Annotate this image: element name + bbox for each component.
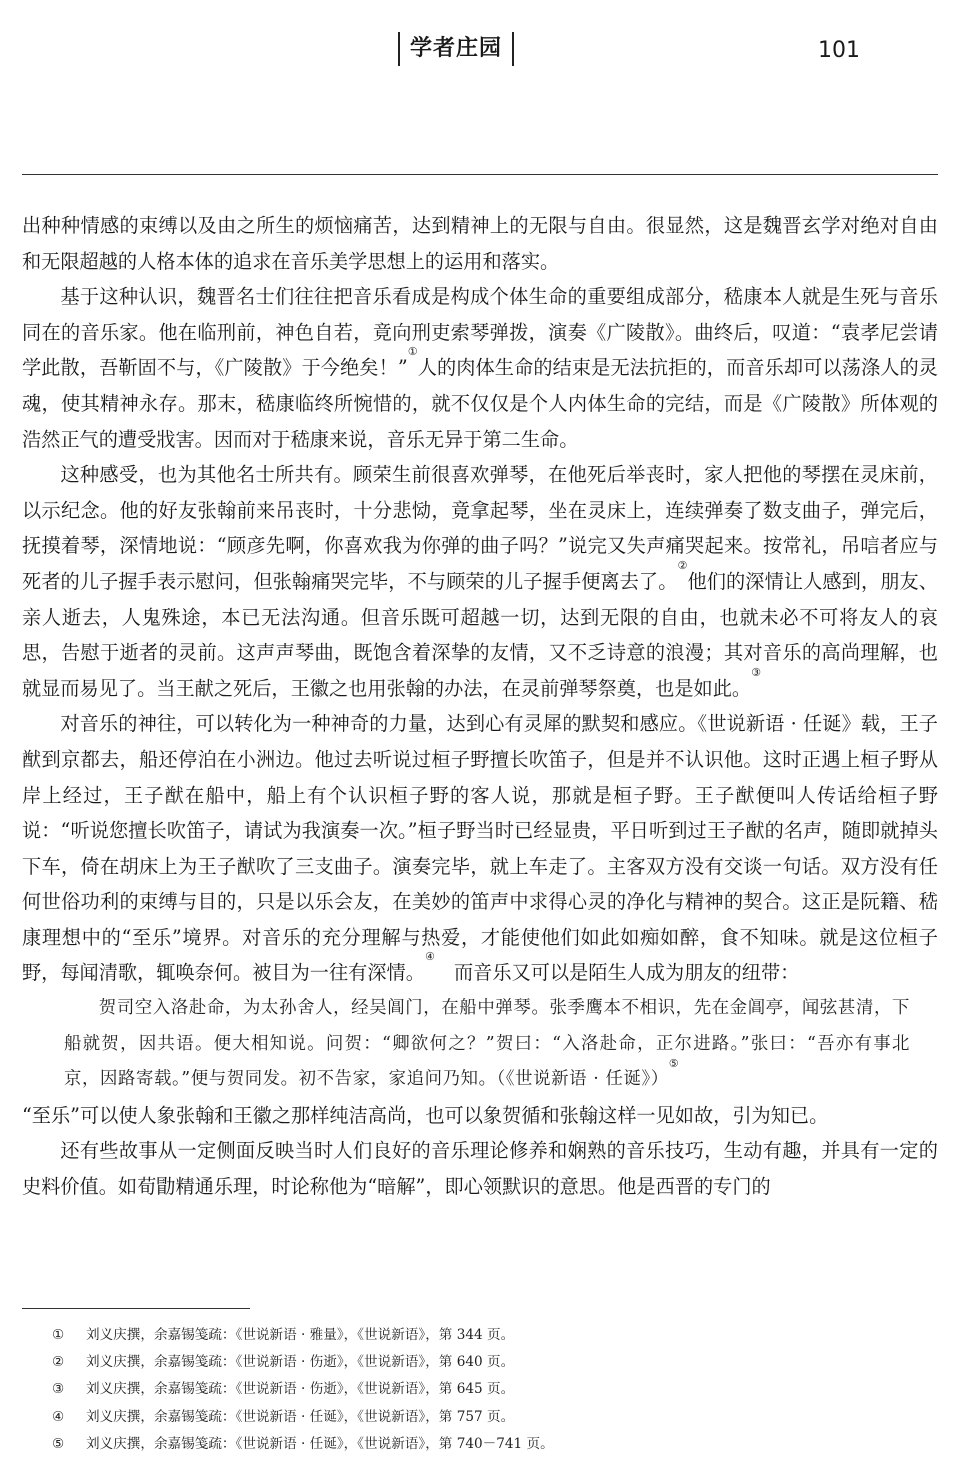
- paragraph-3: [22, 457, 938, 706]
- footnote-rule: [22, 1308, 250, 1309]
- footnote: [52, 1376, 932, 1403]
- footnote: [52, 1349, 932, 1376]
- paragraph-2-text-b: 人的肉体生命的结束是无法抗拒的，而音乐却可以荡涤人的灵魂，使其精神永存。那末，嵇康临终所惋惜的，就不仅仅是个人内体生命的完结，而是《广陵散》所体观的浩然正气的遭受戕害。因而对于嵇康来说，音乐无异于第二生命。: [22, 356, 938, 451]
- footnote-ref-2[interactable]: ②: [677, 558, 688, 572]
- paragraph-4-text-a: 对音乐的神往，可以转化为一种神奇的力量，达到心有灵犀的默契和感应。《世说新语 · 任诞》载，王子猷到京都去，船还停泊在小洲边。他过去听说过桓子野擅长吹笛子，但是并不认识他。这时正遇上桓子野从岸上经过，王子猷在船中，船上有个认识桓子野的客人说，那就是桓子野。王子猷便叫人传话给桓子野说：“听说您擅长吹笛子，请试为我演奏一次。”桓子野当时已经显贵，平日听到过王子猷的名声，随即就掉头下车，倚在胡床上为王子猷吹了三支曲子。演奏完毕，就上车走了。主客双方没有交谈一句话。双方没有任何世俗功利的束缚与目的，只是以乐会友，在美妙的笛声中求得心灵的净化与精神的契合。这正是阮籍、嵇康理想中的“至乐”境界。对音乐的充分理解与热爱，才能使他们如此如痴如醉，食不知味。就是这位桓子野，每闻清歌，辄唤奈何。被目为一往有深情。: [22, 712, 938, 985]
- footnote-mark: ①: [52, 1327, 65, 1343]
- paragraph-2: [22, 279, 938, 457]
- footnote-ref-4[interactable]: ④: [424, 950, 435, 964]
- footnote: [52, 1404, 932, 1431]
- footnote-text: 刘义庆撰，余嘉锡笺疏：《世说新语 · 任诞》，《世说新语》，第 757 页。: [86, 1408, 515, 1425]
- block-quote: [22, 991, 938, 1098]
- footnote-mark: ③: [52, 1381, 65, 1398]
- paragraph-5: [22, 1098, 938, 1134]
- footnote-text: 刘义庆撰，余嘉锡笺疏：《世说新语 · 雅量》，《世说新语》，第 344 页。: [86, 1327, 515, 1343]
- paragraph-4-text-b: 而音乐又可以是陌生人成为朋友的纽带：: [454, 961, 800, 985]
- page-number: 101: [818, 38, 860, 63]
- footnote-ref-1[interactable]: ①: [407, 345, 418, 359]
- footnote-ref-5[interactable]: ⑤: [668, 1057, 680, 1071]
- block-quote-text: 贺司空入洛赴命，为太孙舍人，经吴阊门，在船中弹琴。张季鹰本不相识，先在金阊亭，闻弦甚清，下船就贺，因共语。便大相知说。问贺：“卿欲何之？”贺曰：“入洛赴命，正尔进路。”张曰：“吾亦有事北京，因路寄载。”便与贺同发。初不告家，家追问乃知。（《世说新语 · 任诞》）: [64, 998, 910, 1090]
- paragraph-4: [22, 706, 938, 991]
- paragraph-1: [22, 208, 938, 279]
- footnote: [52, 1431, 932, 1458]
- footnote-text: 刘义庆撰，余嘉锡笺疏：《世说新语 · 伤逝》，《世说新语》，第 645 页。: [86, 1381, 515, 1398]
- footnotes: [52, 1322, 932, 1458]
- header-rule: [22, 174, 938, 175]
- footnote-mark: ⑤: [52, 1435, 65, 1452]
- footnote-text: 刘义庆撰，余嘉锡笺疏：《世说新语 · 任诞》，《世说新语》，第 740－741 页。: [86, 1435, 554, 1452]
- journal-section-title: 学者庄园: [398, 32, 514, 66]
- footnote: [52, 1322, 932, 1349]
- paragraph-3-text-a: 这种感受，也为其他名士所共有。顾荣生前很喜欢弹琴，在他死后举丧时，家人把他的琴摆在灵床前，以示纪念。他的好友张翰前来吊丧时，十分悲恸，竟拿起琴，坐在灵床上，连续弹奏了数支曲子，弹完后，抚摸着琴，深情地说：“顾彦先啊，你喜欢我为你弹的曲子吗？”说完又失声痛哭起来。按常礼，吊唁者应与死者的儿子握手表示慰问，但张翰痛哭完毕，不与顾荣的儿子握手便离去了。: [22, 463, 938, 593]
- footnote-text: 刘义庆撰，余嘉锡笺疏：《世说新语 · 伤逝》，《世说新语》，第 640 页。: [86, 1354, 515, 1371]
- paragraph-3-text-b: 他们的深情让人感到，朋友、亲人逝去，人鬼殊途，本已无法沟通。但音乐既可超越一切，达到无限的自由，也就未必不可将友人的哀思，告慰于逝者的灵前。这声声琴曲，既饱含着深挚的友情，又不乏诗意的浪漫；其对音乐的高尚理解，也就显而易见了。当王献之死后，王徽之也用张翰的办法，在灵前弹琴祭奠，也是如此。: [22, 569, 938, 700]
- footnote-mark: ②: [52, 1354, 65, 1371]
- running-header: [0, 28, 958, 78]
- paragraph-5-text: “至乐”可以使人象张翰和王徽之那样纯洁高尚，也可以象贺循和张翰这样一见如故，引为知已。: [22, 1103, 829, 1127]
- paragraph-6-text: 还有些故事从一定侧面反映当时人们良好的音乐理论修养和娴熟的音乐技巧，生动有趣，并具有一定的史料价值。如荀勖精通乐理，时论称他为“暗解”，即心领默识的意思。他是西晋的专门的: [22, 1139, 938, 1199]
- paragraph-2-text-a: 基于这种认识，魏晋名士们往往把音乐看成是构成个体生命的重要组成部分，嵇康本人就是生死与音乐同在的音乐家。他在临刑前，神色自若，竟向刑吏索琴弹拨，演奏《广陵散》。曲终后，叹道：“袁孝尼尝请学此散，吾靳固不与，《广陵散》于今绝矣！”: [22, 285, 938, 380]
- article-body: [22, 208, 938, 1205]
- paragraph-1-text: 出种种情感的束缚以及由之所生的烦恼痛苦，达到精神上的无限与自由。很显然，这是魏晋玄学对绝对自由和无限超越的人格本体的追求在音乐美学思想上的运用和落实。: [22, 214, 938, 273]
- footnote-ref-3[interactable]: ③: [751, 665, 761, 679]
- paragraph-6: [22, 1133, 938, 1204]
- footnote-mark: ④: [52, 1408, 65, 1425]
